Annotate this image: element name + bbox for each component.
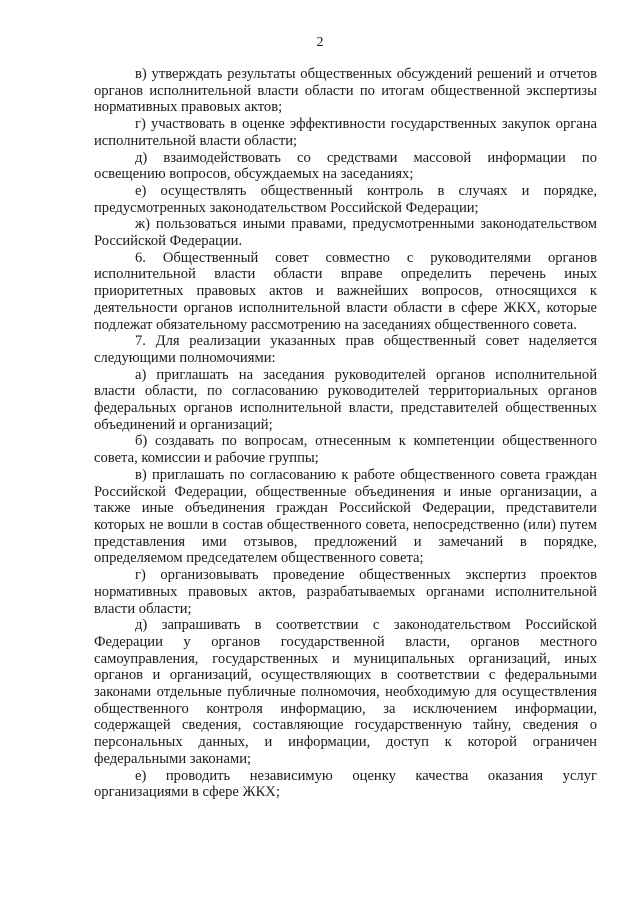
paragraph-3-g: г) участвовать в оценке эффективности государственных закупок органа исполнительной власти области; <box>94 116 597 149</box>
document-body <box>94 66 597 801</box>
paragraph-3-e: е) осуществлять общественный контроль в случаях и порядке, предусмотренных законодательством Российской Федерации; <box>94 182 597 216</box>
paragraph-7-d: д) запрашивать в соответствии с законодательством Российской Федерации у органов государственной власти, органов местного самоуправления, государственных и муниципальных организаций, иных органов и организаций, осуществляющих в соответствии с федеральными законами отдельные публичные полномочия, необходимую для осуществления общественного контроля информацию, за исключением информации, содержащей сведения, составляющие государственную тайну, сведения о персональных данных, и информации, доступ к которой ограничен федеральными законами; <box>94 617 597 767</box>
paragraph-7-a: а) приглашать на заседания руководителей органов исполнительной власти области, по согласованию руководителей территориальных органов федеральных органов исполнительной власти, представителей общественных объединений и организаций; <box>94 366 597 433</box>
page-number: 2 <box>316 35 324 50</box>
paragraph-7: 7. Для реализации указанных прав общественный совет наделяется следующими полномочиями: <box>94 333 597 366</box>
paragraph-6: 6. Общественный совет совместно с руководителями органов исполнительной власти области вправе определить перечень иных приоритетных правовых актов и важнейших вопросов, относящихся к деятельности органов исполнительной власти области в сфере ЖКХ, которые подлежат обязательному рассмотрению на заседаниях общественного совета. <box>94 249 597 333</box>
paragraph-7-b: б) создавать по вопросам, отнесенным к компетенции общественного совета, комиссии и рабочие группы; <box>94 433 597 467</box>
paragraph-3-zh: ж) пользоваться иными правами, предусмотренными законодательством Российской Федерации. <box>94 216 597 250</box>
paragraph-3-d: д) взаимодействовать со средствами массовой информации по освещению вопросов, обсуждаемых на заседаниях; <box>94 149 597 183</box>
paragraph-3-v: в) утверждать результаты общественных обсуждений решений и отчетов органов исполнительной власти области по итогам общественной экспертизы нормативных правовых актов; <box>94 66 597 116</box>
paragraph-7-g: г) организовывать проведение общественных экспертиз проектов нормативных правовых актов, разрабатываемых органами исполнительной власти области; <box>94 567 597 617</box>
paragraph-7-e: е) проводить независимую оценку качества оказания услуг организациями в сфере ЖКХ; <box>94 767 597 801</box>
paragraph-7-v: в) приглашать по согласованию к работе общественного совета граждан Российской Федерации, общественные объединения и иные организации, а также иные объединения граждан Российской Федерации, представители которых не вошли в состав общественного совета, непосредственно (или) путем представления ими отзывов, предложений и замечаний в порядке, определяемом председателем общественного совета; <box>94 466 597 567</box>
